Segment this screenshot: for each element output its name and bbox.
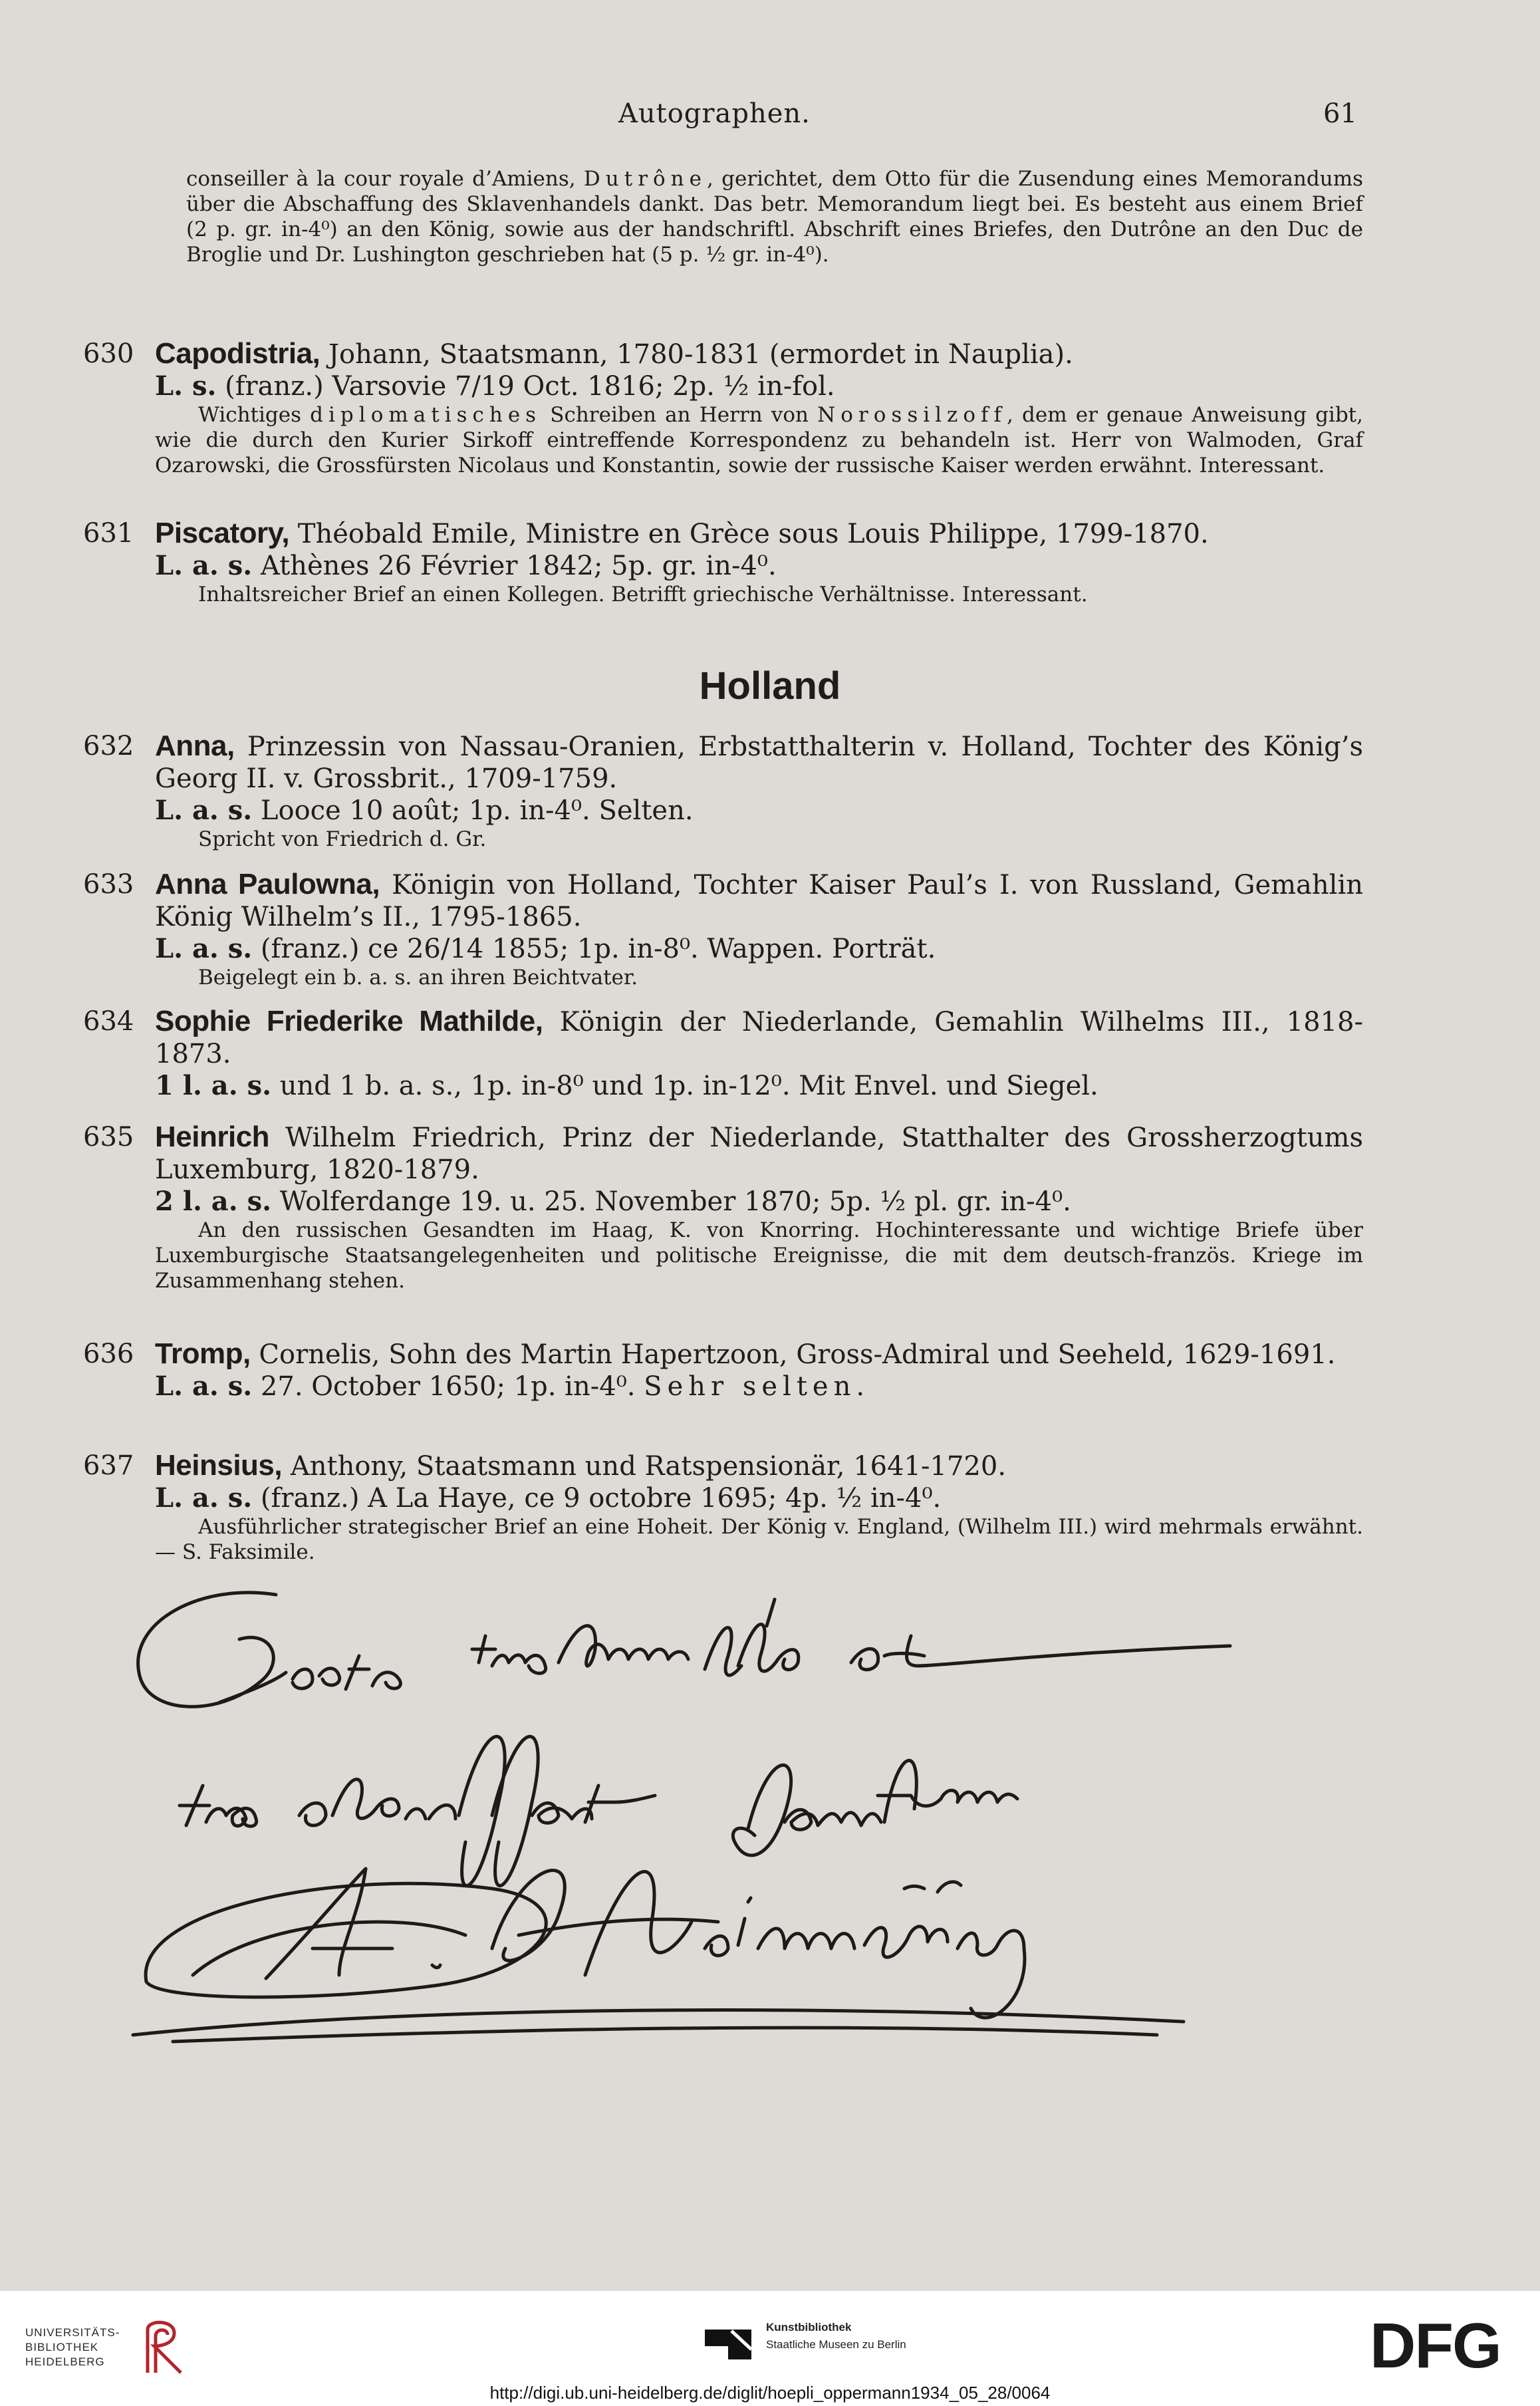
catalog-entry-636 [83,1338,1363,1403]
page-number: 61 [1323,98,1357,129]
entry-number: 633 [83,869,134,900]
entry-detail-type: L. a. s. [155,795,253,826]
entry-note: An den russischen Gesandten im Haag, K. von Knorring. Hochinteressante und wichtige Briefe über Luxemburgische Staatsangelegenheiten und politische Ereignisse, die mit dem deutsch-französ. Kriege im Zusammenhang stehen. [155,1218,1363,1293]
entry-desc: Prinzessin von Nassau-Oranien, Erbstatthalterin v. Holland, Tochter des König’s Georg II. v. Grossbrit., 1709-1759. [155,732,1363,794]
entry-name: Anna, [155,730,235,762]
entry-detail: Looce 10 août; 1p. in-4⁰. Selten. [252,795,694,826]
entry-name: Anna Paulowna, [155,868,380,900]
entry-name: Piscatory, [155,517,290,549]
entry-number: 636 [83,1339,134,1369]
permalink-url[interactable]: http://digi.ub.uni-heidelberg.de/diglit/hoepli_oppermann1934_05_28/0064 [489,2383,1051,2403]
entry-detail-type: L. s. [155,370,217,402]
entry-desc: Johann, Staatsmann, 1780-1831 (ermordet in Nauplia). [320,339,1073,370]
catalog-entry-630 [83,338,1363,478]
note-text-c: , dem er genaue Anweisung gibt, wie die durch den Kurier Sirkoff eintreffende Korrespondenz zu behandeln ist. Herr von Walmoden, Graf Ozarowski, die Grossfürsten Nicolaus und Konstantin, sowie der russische Kaiser werden erwähnt. Interessant. [155,403,1363,477]
intro-text-b: , gerichtet, dem Otto für die Zusendung eines Memorandums über die Abschaffung des Sklavenhandels dankt. Das betr. Memorandum liegt bei. Es besteht aus einem Brief (2 p. gr. in-4⁰) an den König, sowie aus der handschriftl. Abschrift eines Briefes, den Dutrône an den Duc de Broglie und Dr. Lushington geschrieben hat (5 p. ½ gr. in-4⁰). [186,167,1363,267]
catalog-entry-632 [83,730,1363,852]
intro-name-spaced: Dutrône [583,167,707,191]
entry-desc: Anthony, Staatsmann und Ratspensionär, 1641-1720. [282,1451,1007,1482]
entry-name: Tromp, [155,1337,251,1370]
intro-text-a: conseiller à la cour royale d’Amiens, [186,167,584,191]
digitization-footer [0,2291,1540,2406]
entry-detail-type: L. a. s. [155,550,253,581]
entry-note: Spricht von Friedrich d. Gr. [198,827,487,851]
note-spaced-2: Norossilzoff [817,403,1007,427]
entry-desc: Königin der Niederlande, Gemahlin Wilhelms III., 1818-1873. [155,1007,1363,1069]
entry-name: Heinsius, [155,1449,283,1482]
entry-desc: Cornelis, Sohn des Martin Hapertzoon, Gross-Admiral und Seeheld, 1629-1691. [250,1339,1336,1370]
entry-detail: Athènes 26 Février 1842; 5p. gr. in-4⁰. [252,551,777,581]
entry-detail: 27. October 1650; 1p. in-4⁰. [252,1371,644,1402]
university-library-logo [25,2326,120,2369]
section-heading: Holland [699,664,841,708]
catalog-entry-635 [83,1121,1363,1293]
entry-note: Ausführlicher strategischer Brief an eine Hoheit. Der König v. England, (Wilhelm III.) wird mehrmals erwähnt. — S. Faksimile. [155,1515,1363,1564]
running-header: Autographen. [618,98,811,129]
entry-note [155,402,1363,478]
entry-detail-type: L. a. s. [155,933,253,964]
intro-paragraph [186,166,1363,267]
note-text-a: Wichtiges [198,403,311,427]
entry-desc: Théobald Emile, Ministre en Grèce sous Louis Philippe, 1799-1870. [289,519,1209,549]
kunstbibliothek-text [766,2319,906,2353]
entry-name: Sophie Friederike Mathilde, [155,1005,543,1037]
catalog-entry-633 [83,869,1363,990]
catalog-entry-634 [83,1005,1363,1102]
note-text-b: Schreiben an Herrn von [541,403,818,427]
entry-desc: Wilhelm Friedrich, Prinz der Niederlande, Statthalter des Grossherzogtums Luxemburg, 1820-1879. [155,1123,1363,1185]
entry-detail: Wolferdange 19. u. 25. November 1870; 5p. ½ pl. gr. in-4⁰. [271,1186,1071,1217]
entry-name: Heinrich [155,1121,270,1153]
entry-note: Beigelegt ein b. a. s. an ihren Beichtvater. [198,966,638,990]
note-spaced-1: diplomatisches [310,403,542,427]
catalog-entry-631 [83,517,1363,607]
entry-detail: und 1 b. a. s., 1p. in-8⁰ und 1p. in-12⁰. Mit Envel. und Siegel. [271,1071,1098,1101]
uni-line-1: UNIVERSITÄTS- [25,2326,120,2339]
uni-line-2: BIBLIOTHEK [25,2341,99,2353]
entry-number: 634 [83,1006,134,1037]
entry-detail-type: L. a. s. [155,1371,253,1402]
entry-name: Capodistria, [155,337,321,370]
catalog-entry-637 [83,1450,1363,1565]
entry-note: Inhaltsreicher Brief an einen Kollegen. Betrifft griechische Verhältnisse. Interessant. [198,583,1088,606]
entry-detail: (franz.) A La Haye, ce 9 octobre 1695; 4p. ½ in-4⁰. [252,1483,942,1514]
university-emblem-icon [141,2316,188,2376]
kunstbibliothek-logo-icon [705,2323,755,2363]
uni-line-3: HEIDELBERG [25,2355,105,2368]
entry-detail: (franz.) Varsovie 7/19 Oct. 1816; 2p. ½ in-fol. [216,371,835,402]
entry-detail-spaced: Sehr selten. [644,1371,870,1402]
entry-detail-type: 2 l. a. s. [155,1186,272,1217]
entry-number: 635 [83,1122,134,1152]
dfg-logo: DFG [1370,2310,1501,2381]
entry-desc: Königin von Holland, Tochter Kaiser Paul’s I. von Russland, Gemahlin König Wilhelm’s II., 1795-1865. [155,870,1364,932]
kb-subtitle: Staatliche Museen zu Berlin [766,2338,906,2351]
entry-detail: (franz.) ce 26/14 1855; 1p. in-8⁰. Wappen. Porträt. [252,934,936,964]
entry-number: 632 [83,731,134,761]
entry-number: 631 [83,518,134,549]
entry-number: 637 [83,1450,134,1481]
entry-number: 630 [83,338,134,369]
entry-detail-type: L. a. s. [155,1482,253,1514]
kb-title: Kunstbibliothek [766,2321,852,2334]
signature-facsimile [120,1576,1330,2068]
entry-detail-type: 1 l. a. s. [155,1070,272,1101]
